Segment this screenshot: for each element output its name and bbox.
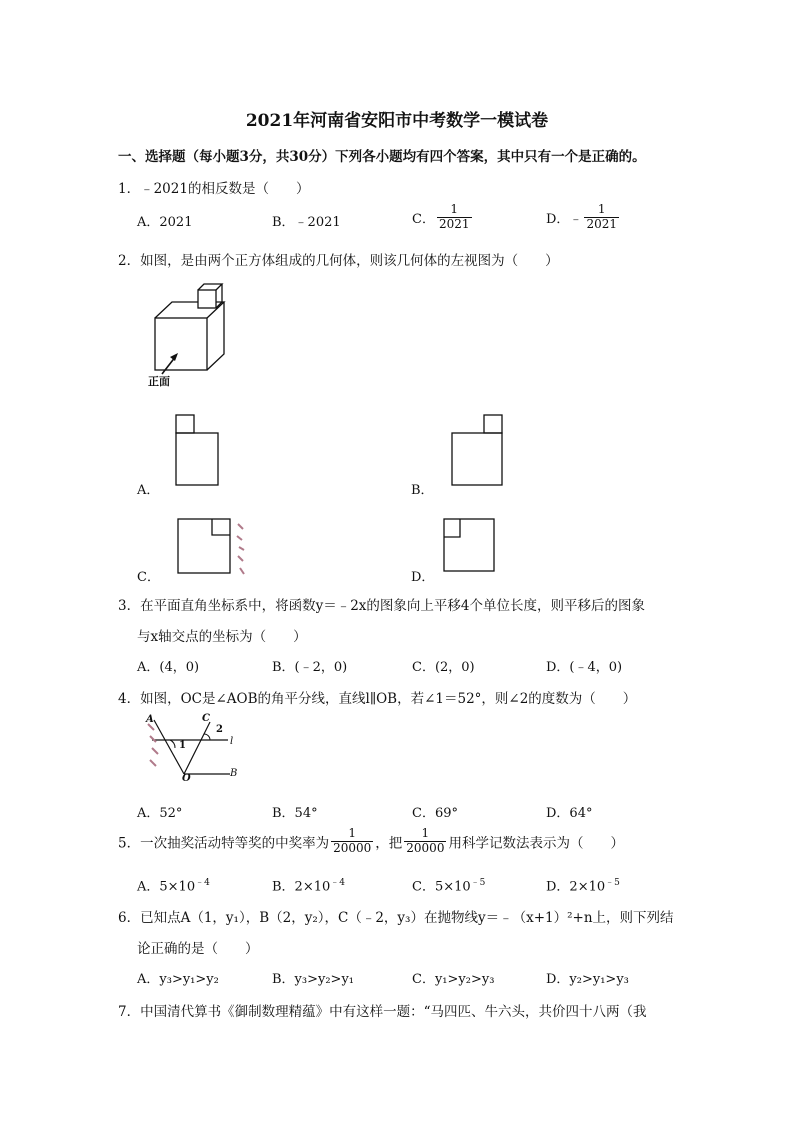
- q1-option-d: [546, 203, 621, 232]
- q5-option-c-base: C．5×10: [412, 879, 471, 895]
- q3-option-b: B．(﹣2，0): [272, 660, 348, 675]
- q4-option-b: B．54°: [272, 806, 318, 821]
- q2-option-d-figure: [440, 515, 498, 575]
- fraction-numerator: 1: [348, 826, 356, 840]
- section-heading: 一、选择题（每小题3分，共30分）下列各小题均有四个答案，其中只有一个是正确的。: [118, 149, 646, 165]
- q2-option-c-label: C．: [137, 570, 160, 585]
- q1-option-b: B．﹣2021: [272, 215, 341, 230]
- question-3-stem-line-2: 与x轴交点的坐标为（ ）: [137, 629, 307, 645]
- q5-option-a-exponent: ﹣4: [195, 878, 210, 888]
- q1-option-d-label: D．﹣: [546, 211, 583, 227]
- q5-option-b-base: B．2×10: [272, 879, 331, 895]
- q5-fraction-2: [404, 827, 446, 856]
- q5-option-c: [412, 875, 485, 894]
- fraction-numerator: 1: [421, 826, 430, 840]
- q6-option-b: B．y₃>y₂>y₁: [272, 972, 355, 987]
- question-2-stem: 2．如图，是由两个正方体组成的几何体，则该几何体的左视图为（ ）: [118, 253, 559, 269]
- scan-smudge-mark: [234, 520, 248, 578]
- q5-option-b-exponent: ﹣4: [330, 878, 345, 888]
- fraction-denominator: 2021: [438, 216, 470, 231]
- q5-option-c-exponent: ﹣5: [470, 878, 486, 888]
- q5-option-d-exponent: ﹣5: [605, 878, 620, 888]
- q5-stem-part-1: 5．一次抽奖活动特等奖的中奖率为: [118, 835, 330, 852]
- q1-option-d-fraction: [584, 203, 619, 232]
- page-title: 2021年河南省安阳市中考数学一模试卷: [245, 111, 549, 131]
- q5-fraction-1: [331, 827, 373, 856]
- question-7-stem: 7．中国清代算书《御制数理精蕴》中有这样一题：“马四匹、牛六头，共价四十八两（我: [118, 1004, 647, 1020]
- q6-option-c: C．y₁>y₂>y₃: [412, 972, 495, 987]
- q2-option-b-figure: [448, 411, 506, 489]
- q4-option-a: A．52°: [137, 806, 183, 821]
- q2-option-b-label: B．: [411, 483, 434, 498]
- fraction-numerator: 1: [450, 202, 459, 216]
- q1-option-a: A．2021: [137, 215, 193, 230]
- q5-option-d: [546, 875, 620, 894]
- question-4-stem: 4．如图，OC是∠AOB的角平分线，直线l∥OB，若∠1＝52°，则∠2的度数为（ ）: [118, 691, 637, 707]
- q3-option-a: A．(4，0): [137, 660, 200, 675]
- q1-option-c-fraction: [437, 203, 472, 232]
- q4-label-o: O: [182, 773, 191, 784]
- q4-label-angle-1: 1: [179, 740, 186, 751]
- q2-option-d-label: D．: [411, 570, 435, 585]
- q2-front-label: 正面: [148, 375, 170, 388]
- q6-option-d: D．y₂>y₁>y₃: [546, 972, 629, 987]
- fraction-denominator: 20000: [406, 840, 445, 855]
- q2-option-a-figure: [172, 411, 222, 489]
- q4-label-a: A: [146, 714, 154, 725]
- q2-option-a-label: A．: [137, 483, 160, 498]
- fraction-denominator: 20000: [333, 840, 372, 855]
- q1-option-c-label: C．: [412, 211, 435, 227]
- question-5-stem: [118, 827, 624, 856]
- q3-option-d: D．(﹣4，0): [546, 660, 623, 675]
- q1-option-c: [412, 203, 474, 232]
- q4-option-c: C．69°: [412, 806, 458, 821]
- question-6-stem-line-1: 6．已知点A（1，y₁），B（2，y₂），C（﹣2，y₃）在抛物线y＝﹣（x+1）²+n上，则下列结: [118, 910, 674, 926]
- q5-option-a: [137, 875, 210, 894]
- q3-option-c: C．(2，0): [412, 660, 475, 675]
- q5-option-d-base: D．2×10: [546, 879, 606, 895]
- q5-stem-part-2: ，把: [375, 835, 403, 852]
- fraction-numerator: 1: [597, 202, 606, 216]
- q6-option-a: A．y₃>y₁>y₂: [137, 972, 219, 987]
- q4-option-d: D．64°: [546, 806, 593, 821]
- q4-label-l: l: [230, 736, 234, 747]
- q4-label-b: B: [230, 768, 238, 779]
- q5-option-a-base: A．5×10: [137, 879, 196, 895]
- q5-option-b: [272, 875, 345, 894]
- q5-stem-part-3: 用科学记数法表示为（ ）: [448, 835, 624, 852]
- q2-option-c-figure: [174, 515, 234, 577]
- q4-label-angle-2: 2: [216, 724, 223, 735]
- question-3-stem-line-1: 3．在平面直角坐标系中，将函数y＝﹣2x的图象向上平移4个单位长度，则平移后的图象: [118, 598, 646, 614]
- fraction-denominator: 2021: [586, 216, 617, 231]
- q4-label-c: C: [202, 713, 210, 724]
- question-1-stem: 1．﹣2021的相反数是（ ）: [118, 181, 310, 197]
- question-6-stem-line-2: 论正确的是（ ）: [137, 941, 259, 957]
